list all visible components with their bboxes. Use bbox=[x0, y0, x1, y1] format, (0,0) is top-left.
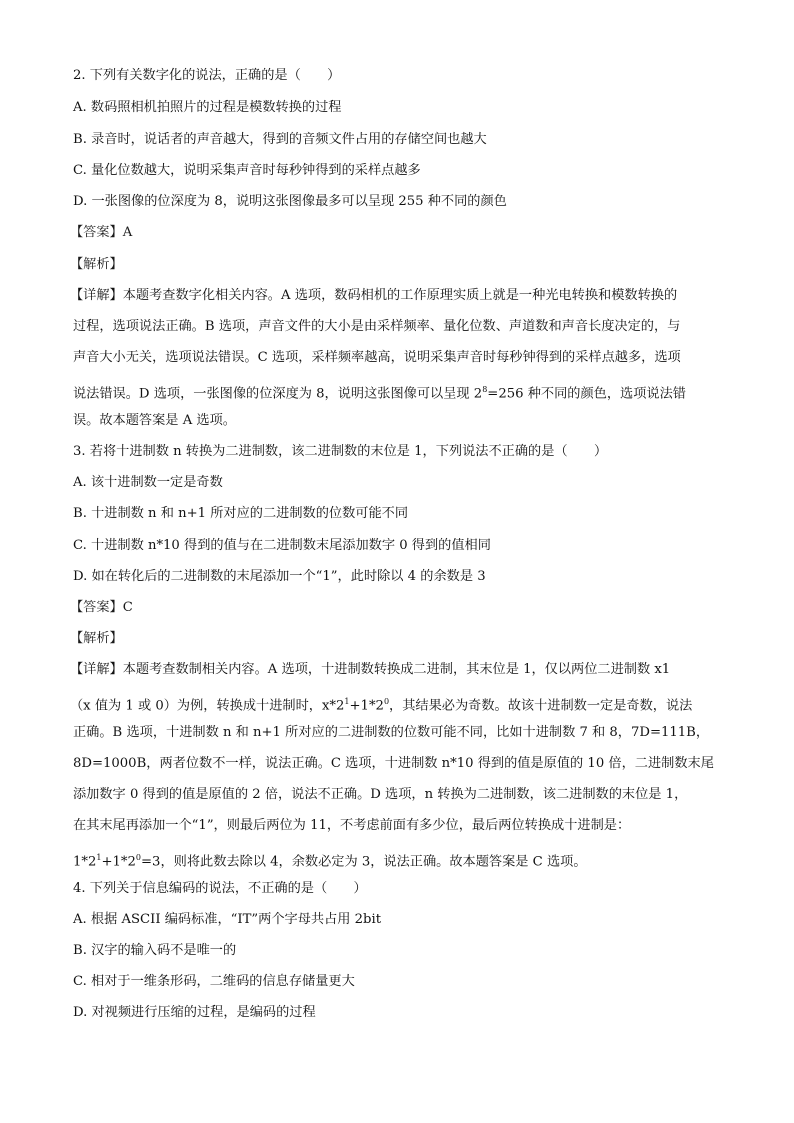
q3-answer: 【答案】C bbox=[70, 600, 133, 615]
q2-stem: 2. 下列有关数字化的说法，正确的是（ ） bbox=[73, 68, 341, 83]
q4-stem: 4. 下列关于信息编码的说法，不正确的是（ ） bbox=[73, 881, 367, 896]
q3-option-c: C. 十进制数 n*10 得到的值与在二进制数末尾添加数字 0 得到的值相同 bbox=[73, 538, 491, 553]
q2-detail-line-1: 【详解】本题考查数字化相关内容。A 选项，数码相机的工作原理实质上就是一种光电转换和模数转换的 bbox=[70, 288, 678, 303]
q3-detail-line-6: 在其末尾再添加一个“1”，则最后两位为 11，不考虑前面有多少位，最后两位转换成十进制是： bbox=[73, 818, 631, 833]
q2-option-a: A. 数码照相机拍照片的过程是模数转换的过程 bbox=[73, 100, 342, 115]
q2-detail-line-4: 说法错误。D 选项，一张图像的位深度为 8，说明这张图像可以呈现 $2^8=256$ 种不同的颜色，选项说法错 bbox=[73, 385, 686, 402]
q3-detail-line-7: $1*2^1+1*2^0=3$，则将此数去除以 4，余数必定为 3，说法正确。故本题答案是 C 选项。 bbox=[73, 853, 587, 870]
q3-detail-line-2: （x 值为 1 或 0）为例，转换成十进制时，$x*2^1+1*2^0$，其结果必为奇数。故该十进制数一定是奇数，说法 bbox=[70, 697, 693, 714]
q2-analysis-label: 【解析】 bbox=[70, 257, 123, 272]
q4-option-c: C. 相对于一维条形码，二维码的信息存储量更大 bbox=[73, 974, 355, 989]
q3-option-d: D. 如在转化后的二进制数的末尾添加一个“1”，此时除以 4 的余数是 3 bbox=[73, 569, 486, 584]
q3-detail-line-4: 8D=1000B，两者位数不一样，说法正确。C 选项，十进制数 n*10 得到的值是原值的 10 倍，二进制数末尾 bbox=[73, 756, 714, 771]
q3-detail-line-5: 添加数字 0 得到的值是原值的 2 倍，说法不正确。D 选项，n 转换为二进制数，该二进制数的末位是 1， bbox=[73, 787, 688, 802]
q2-option-c: C. 量化位数越大，说明采集声音时每秒钟得到的采样点越多 bbox=[73, 163, 421, 178]
q2-detail-line-2: 过程，选项说法正确。B 选项，声音文件的大小是由采样频率、量化位数、声道数和声音长度决定的，与 bbox=[73, 319, 681, 334]
q4-option-b: B. 汉字的输入码不是唯一的 bbox=[73, 943, 237, 958]
q3-analysis-label: 【解析】 bbox=[70, 631, 123, 646]
q3-option-b: B. 十进制数 n 和 n+1 所对应的二进制数的位数可能不同 bbox=[73, 506, 409, 521]
q4-option-a: A. 根据 ASCII 编码标准，“IT”两个字母共占用 2bit bbox=[73, 912, 382, 927]
q2-option-d: D. 一张图像的位深度为 8，说明这张图像最多可以呈现 255 种不同的颜色 bbox=[73, 194, 507, 209]
q2-answer: 【答案】A bbox=[70, 225, 133, 240]
q2-detail-line-5: 误。故本题答案是 A 选项。 bbox=[73, 413, 236, 428]
q2-detail-line-3: 声音大小无关，选项说法错误。C 选项，采样频率越高，说明采集声音时每秒钟得到的采样点越多，选项 bbox=[73, 350, 681, 365]
q3-stem: 3. 若将十进制数 n 转换为二进制数，该二进制数的末位是 1，下列说法不正确的是（ ） bbox=[73, 444, 608, 459]
q3-detail-line-3: 正确。B 选项，十进制数 n 和 n+1 所对应的二进制数的位数可能不同，比如十进制数 7 和 8，7D=111B， bbox=[73, 725, 710, 740]
q2-option-b: B. 录音时，说话者的声音越大，得到的音频文件占用的存储空间也越大 bbox=[73, 132, 487, 147]
q3-option-a: A. 该十进制数一定是奇数 bbox=[73, 475, 223, 490]
q3-detail-line-1: 【详解】本题考查数制相关内容。A 选项，十进制数转换成二进制，其末位是 1，仅以两位二进制数 x1 bbox=[70, 662, 671, 677]
q4-option-d: D. 对视频进行压缩的过程，是编码的过程 bbox=[73, 1005, 316, 1020]
